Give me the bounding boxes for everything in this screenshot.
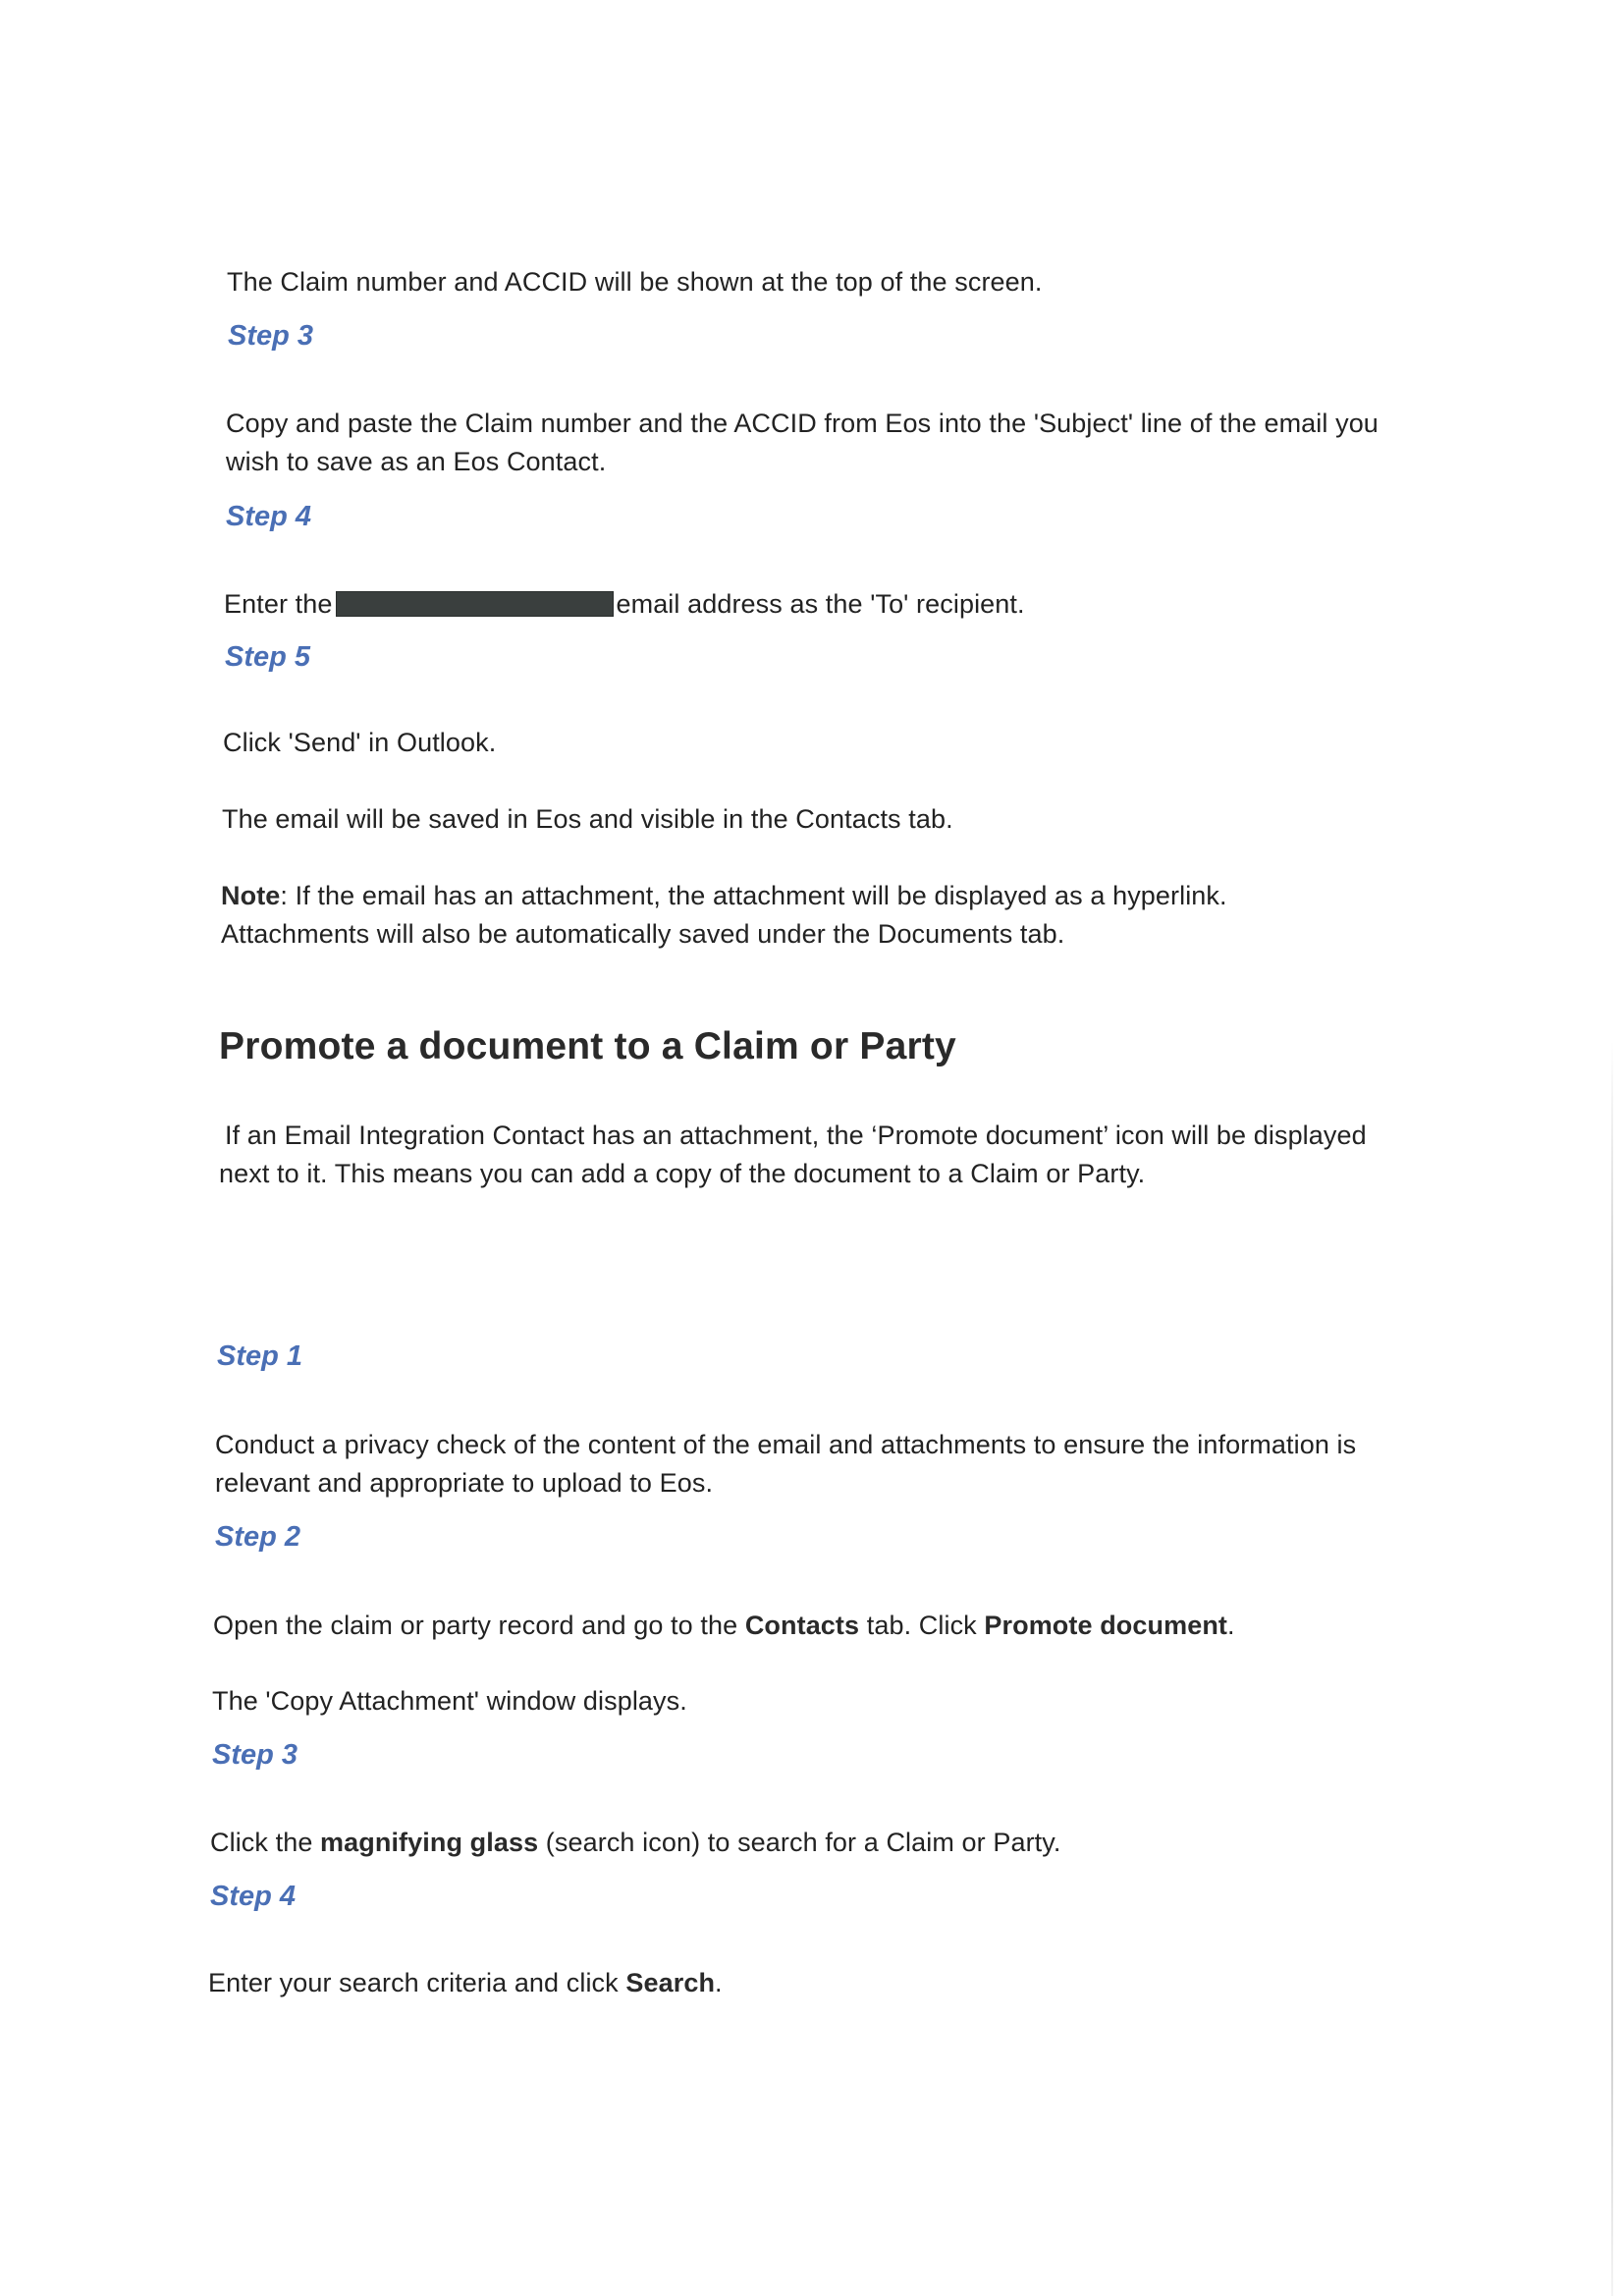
step-3b-text: [210, 1824, 1388, 1862]
claim-number-intro: The Claim number and ACCID will be shown at the top of the screen.: [227, 267, 1043, 297]
section-heading: Promote a document to a Claim or Party: [219, 1025, 956, 1067]
redacted-email-address: [336, 591, 614, 617]
step-3b-part1: Click the: [210, 1828, 321, 1857]
step-4-text: [224, 585, 1402, 624]
step-2-part3: .: [1227, 1611, 1235, 1640]
promote-document-ref: Promote document: [984, 1611, 1228, 1640]
magnifying-glass-ref: magnifying glass: [320, 1828, 539, 1857]
step-3-text: Copy and paste the Claim number and the ACCID from Eos into the 'Subject' line of the email you wish to save as an Eos Contact.: [226, 409, 1379, 476]
step-5-label: Step 5: [225, 641, 311, 673]
email-saved-text: The email will be saved in Eos and visible in the Contacts tab.: [222, 804, 953, 834]
scan-edge-line: [1611, 1041, 1613, 2296]
note-label: Note: [221, 881, 281, 910]
search-button-ref: Search: [625, 1968, 716, 1997]
step-2-text: [213, 1607, 1391, 1645]
step-4-before: Enter the: [224, 589, 333, 619]
step-4-label: Step 4: [226, 501, 312, 532]
promote-intro: If an Email Integration Contact has an attachment, the ‘Promote document’ icon will be displayed next to it. This means you can add a copy of the document to a Claim or Party.: [219, 1121, 1367, 1188]
contacts-tab-ref: Contacts: [744, 1611, 860, 1640]
copy-attachment-text: The 'Copy Attachment' window displays.: [212, 1686, 687, 1716]
step-4b-text: [208, 1964, 1337, 2002]
step-2-label: Step 2: [215, 1521, 301, 1553]
step-2-part1: Open the claim or party record and go to the: [213, 1611, 745, 1640]
step-1-label: Step 1: [217, 1340, 303, 1372]
step-1-text: Conduct a privacy check of the content of the email and attachments to ensure the information is relevant and appropriate to upload to Eos.: [215, 1430, 1357, 1498]
step-4b-label: Step 4: [210, 1881, 297, 1912]
step-4b-part1: Enter your search criteria and click: [208, 1968, 626, 1997]
note-paragraph: [221, 877, 1370, 954]
step-4-after: email address as the 'To' recipient.: [616, 589, 1025, 619]
step-3b-part2: (search icon) to search for a Claim or Party.: [538, 1828, 1061, 1857]
step-4b-part2: .: [715, 1968, 723, 1997]
note-text: : If the email has an attachment, the attachment will be displayed as a hyperlink. Attachments will also be automatically saved under the Documents tab.: [221, 881, 1227, 949]
step-3-label: Step 3: [228, 320, 314, 352]
step-2-part2: tab. Click: [859, 1611, 985, 1640]
step-3b-label: Step 3: [212, 1739, 298, 1771]
step-5-text: Click 'Send' in Outlook.: [223, 728, 497, 757]
